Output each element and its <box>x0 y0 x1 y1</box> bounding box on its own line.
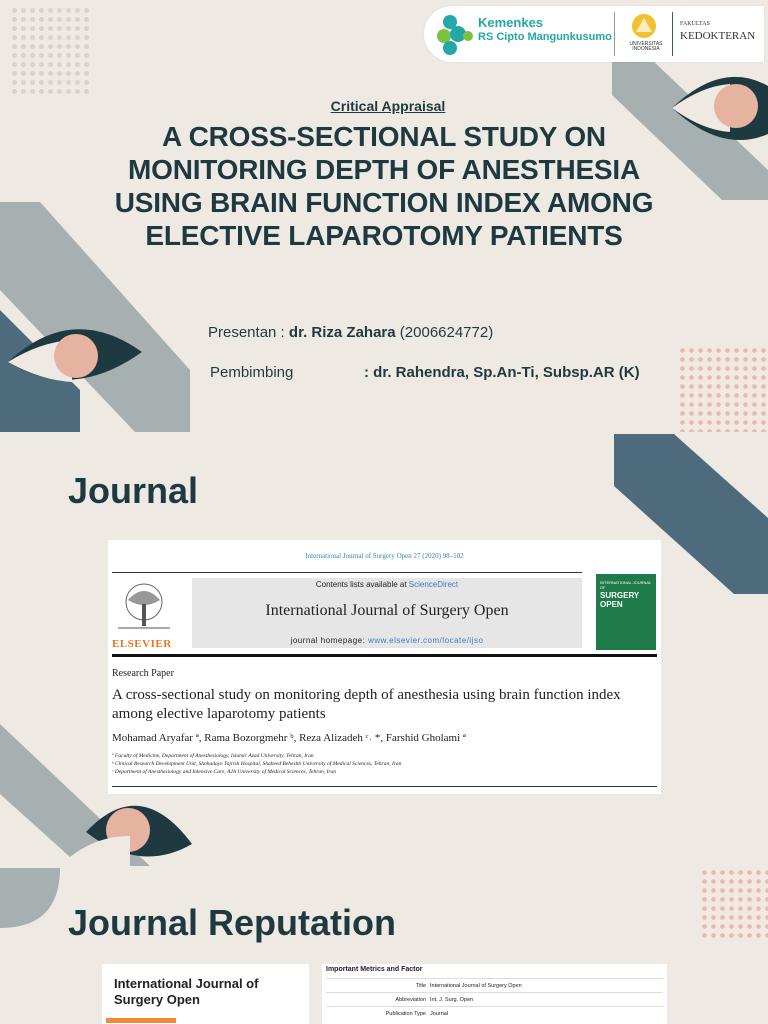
slide-heading: Journal Reputation <box>68 902 397 943</box>
homepage-link[interactable]: www.elsevier.com/locate/ijso <box>368 636 484 645</box>
kemenkes-hospital: RS Cipto Mangunkusumo <box>478 31 612 43</box>
paper-type: Research Paper <box>112 668 174 679</box>
journal-name: International Journal of Surgery Open <box>265 602 509 619</box>
metric-label: Title <box>415 983 426 989</box>
journal-paper-header <box>108 540 661 794</box>
metric-label: Publication Type <box>385 1011 426 1017</box>
citation: International Journal of Surgery Open 27 (2020) 98–102 <box>305 552 464 560</box>
metrics-title: Important Metrics and Factor <box>326 966 423 973</box>
metrics-row <box>326 978 663 993</box>
authors: Mohamad Aryafar ª, Rama Bozorgmehr ᵇ, Reza Alizadeh ᶜ˒ *, Farshid Gholami ª <box>112 732 466 744</box>
journal-card-accent <box>106 1018 176 1023</box>
slide-title: A CROSS-SECTIONAL STUDY ON MONITORING DEPTH OF ANESTHESIA USING BRAIN FUNCTION INDEX AMONG ELECTIVE LAPAROTOMY PATIENTS <box>114 121 654 251</box>
journal-reputation-slide <box>0 868 768 1024</box>
ui-makara-logo-icon <box>630 12 658 40</box>
homepage-line <box>192 636 582 645</box>
kemenkes-logo-text <box>478 16 612 44</box>
metric-value: International Journal of Surgery Open <box>430 983 522 989</box>
left-gray-band <box>0 868 60 928</box>
dot-pattern-right <box>678 346 768 432</box>
presentan-name: dr. Riza Zahara <box>288 324 396 341</box>
journal-cover <box>596 574 656 650</box>
dot-pattern-right <box>700 868 768 940</box>
pembimbing-sep: : <box>364 364 374 381</box>
journal-slide <box>0 434 768 866</box>
pembimbing-label: Pembimbing <box>210 364 294 381</box>
logo-divider <box>614 12 615 56</box>
kemenkes-name: Kemenkes <box>478 15 544 30</box>
cover-line2: SURGERY <box>600 591 640 600</box>
cover-line3: OPEN <box>600 600 623 609</box>
article-title: A cross-sectional study on monitoring depth of anesthesia using brain function index among elective laparotomy patients <box>112 687 621 722</box>
slide-heading: Journal <box>68 470 199 511</box>
kedokteran-label: KEDOKTERAN <box>680 30 756 42</box>
affiliation-a: ª Faculty of Medicine, Department of Anesthesiology, Islamic Azad University, Tehran, Iran <box>112 753 314 759</box>
logo-divider-2 <box>672 12 673 56</box>
elsevier-tree-logo <box>112 580 176 636</box>
affiliation-b: ᵇ Clinical Research Development Unit, Shohadaye Tajrish Hospital, Shaheed Beheshti University of Medical Sciences, Tehran, Iran <box>112 761 402 767</box>
ui-logo-text: UNIVERSITAS INDONESIA <box>629 41 663 52</box>
cover-line1: INTERNATIONAL JOURNAL OF <box>600 580 652 590</box>
rule-thick <box>112 654 657 657</box>
contents-prefix: Contents lists available at <box>315 580 409 589</box>
contents-line <box>192 580 582 589</box>
affiliation-c: ᶜ Department of Anesthesiology and Intensive Care, AJA University of Medical Sciences, Tehran, Iran <box>112 769 337 775</box>
fakultas-kedokteran-logo <box>680 18 755 42</box>
presentan-label: Presentan <box>208 324 277 341</box>
presentan-sep: : <box>276 324 289 341</box>
pembimbing-value <box>364 364 640 381</box>
presentan-line <box>208 324 493 341</box>
rule-bottom <box>112 786 657 787</box>
metric-value: Journal <box>430 1011 449 1017</box>
slide-kicker: Critical Appraisal <box>330 98 446 114</box>
metric-label: Abbreviation <box>395 997 426 1003</box>
homepage-prefix: journal homepage: <box>290 636 369 645</box>
journal-card-title: International Journal of Surgery Open <box>114 976 259 1007</box>
metrics-card <box>322 964 667 1024</box>
presentan-id: (2006624772) <box>395 324 494 341</box>
sciencedirect-link[interactable]: ScienceDirect <box>408 580 459 589</box>
dot-pattern-top-left <box>10 6 90 94</box>
fakultas-label: FAKULTAS <box>680 21 710 27</box>
pembimbing-name: dr. Rahendra, Sp.An-Ti, Subsp.AR (K) <box>373 364 640 381</box>
rule-top <box>112 572 582 573</box>
metrics-row <box>326 992 663 1007</box>
metric-value: Int. J. Surg. Open <box>430 997 474 1003</box>
kemenkes-logo-icon <box>436 12 476 56</box>
publisher-name: ELSEVIER <box>112 638 172 650</box>
title-slide <box>0 0 768 432</box>
journal-card <box>102 964 309 1024</box>
metrics-row <box>326 1006 663 1021</box>
